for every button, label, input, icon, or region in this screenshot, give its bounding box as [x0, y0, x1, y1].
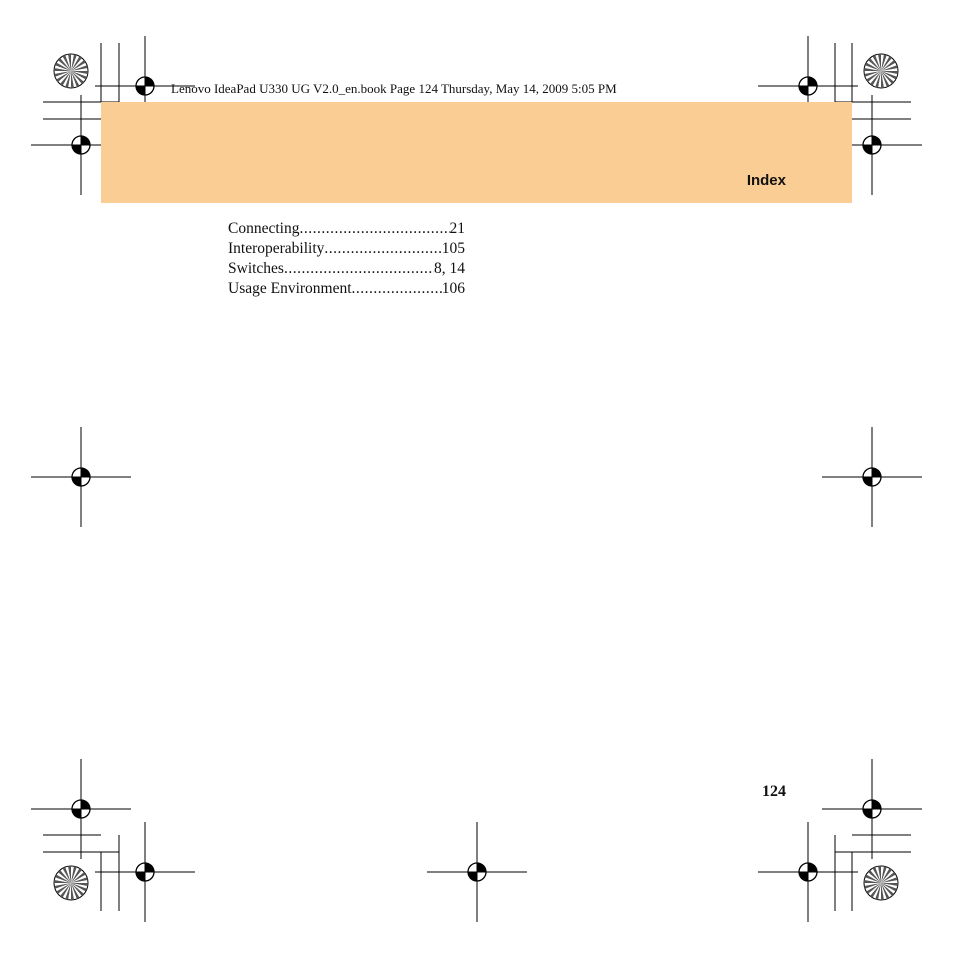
index-entry [228, 219, 465, 239]
dot-leader [284, 259, 434, 279]
index-term: Switches [228, 260, 284, 277]
registration-target-icon [822, 427, 922, 527]
dot-leader [299, 219, 449, 239]
color-wheel-icon [54, 54, 88, 88]
color-wheel-icon [864, 866, 898, 900]
index-entry [228, 279, 465, 299]
index-pages: 106 [441, 280, 465, 297]
color-wheel-icon [54, 866, 88, 900]
index-entry [228, 259, 465, 279]
dot-leader [352, 279, 442, 299]
registration-target-icon [31, 427, 131, 527]
index-term: Interoperability [228, 240, 325, 257]
index-pages: 8, 14 [434, 260, 465, 277]
registration-target-icon [427, 822, 527, 922]
page-title: Index [746, 172, 786, 189]
index-entry [228, 239, 465, 259]
header-band [101, 102, 852, 203]
page-number: 124 [762, 783, 786, 800]
index-pages: 105 [441, 240, 465, 257]
file-slug-line: Lenovo IdeaPad U330 UG V2.0_en.book Page 124 Thursday, May 14, 2009 5:05 PM [171, 81, 617, 96]
index-term: Connecting [228, 220, 300, 237]
registration-target-icon [95, 822, 195, 922]
registration-target-icon [822, 759, 922, 859]
dot-leader [324, 239, 441, 259]
color-wheel-icon [864, 54, 898, 88]
index-term: Usage Environment [228, 280, 352, 297]
index-pages: 21 [449, 220, 465, 237]
index-list [228, 219, 465, 299]
registration-target-icon [758, 822, 858, 922]
registration-target-icon [31, 759, 131, 859]
